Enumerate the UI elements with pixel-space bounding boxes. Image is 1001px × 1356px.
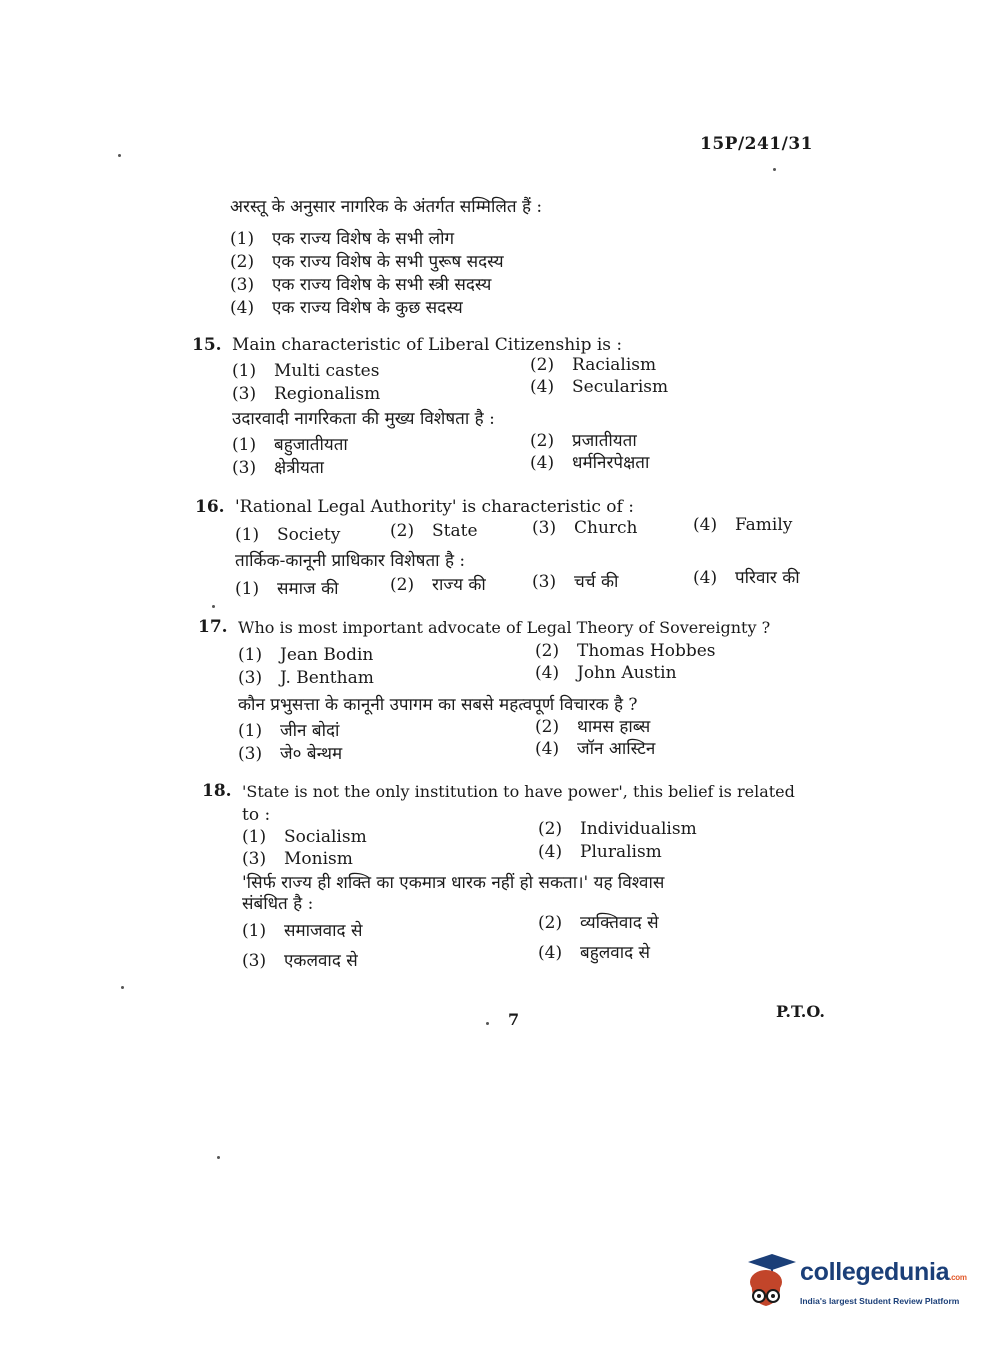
option: (2) व्यक्तिवाद से bbox=[538, 913, 659, 933]
question-17-stem-hi: कौन प्रभुसत्ता के कानूनी उपागम का सबसे महत्वपूर्ण विचारक है ? bbox=[238, 695, 638, 715]
option: (3) Regionalism bbox=[232, 384, 381, 404]
option: (1) बहुजातीयता bbox=[232, 435, 348, 455]
question-18-stem-en-line1: 'State is not the only institution to have power', this belief is related bbox=[242, 782, 795, 801]
question-17 bbox=[198, 616, 818, 764]
option: (2) राज्य की bbox=[390, 575, 486, 595]
option: (4) Secularism bbox=[530, 377, 669, 397]
question-15-stem-hi: उदारवादी नागरिकता की मुख्य विशेषता है : bbox=[232, 409, 495, 429]
logo-tagline: India's largest Student Review Platform bbox=[800, 1296, 960, 1306]
option: (4) धर्मनिरपेक्षता bbox=[530, 453, 650, 473]
question-16-stem-hi: तार्किक-कानूनी प्राधिकार विशेषता है : bbox=[235, 551, 466, 571]
option: (1) जीन बोदां bbox=[238, 721, 340, 741]
question-18-stem-en-line2: to : bbox=[242, 805, 271, 825]
option: (4) Pluralism bbox=[538, 842, 662, 862]
option: (3) चर्च की bbox=[532, 572, 619, 592]
mascot-icon bbox=[742, 1252, 798, 1316]
option: (3) J. Bentham bbox=[238, 668, 374, 688]
question-number: 15. bbox=[192, 335, 222, 355]
option: (1) Jean Bodin bbox=[238, 645, 374, 665]
option: (4) Family bbox=[693, 515, 793, 535]
option: (1) समाज की bbox=[235, 579, 339, 599]
question-17-stem-en: Who is most important advocate of Legal Theory of Sovereignty ? bbox=[238, 618, 771, 637]
option: (2) Thomas Hobbes bbox=[535, 641, 716, 661]
question-number: 18. bbox=[202, 781, 232, 801]
question-18 bbox=[202, 780, 832, 971]
option: (3) Monism bbox=[242, 849, 353, 869]
collegedunia-logo[interactable] bbox=[742, 1252, 972, 1316]
scan-speck bbox=[217, 1156, 220, 1159]
scan-speck bbox=[212, 605, 215, 608]
question-14-stem-hi: अरस्तू के अनुसार नागरिक के अंतर्गत सम्मिलित हैं : bbox=[230, 197, 543, 217]
option: (1) Socialism bbox=[242, 827, 367, 847]
question-14 bbox=[230, 196, 830, 318]
page-number: 7 bbox=[508, 1010, 520, 1029]
option: (4) एक राज्य विशेष के कुछ सदस्य bbox=[230, 298, 463, 318]
question-16 bbox=[195, 496, 825, 599]
logo-wordmark: collegedunia.com bbox=[800, 1258, 967, 1286]
option: (3) Church bbox=[532, 518, 638, 538]
question-15 bbox=[192, 334, 832, 478]
question-15-stem-en: Main characteristic of Liberal Citizenship is : bbox=[232, 335, 623, 355]
option: (1) समाजवाद से bbox=[242, 921, 363, 941]
scan-speck bbox=[773, 168, 776, 171]
option: (2) State bbox=[390, 521, 478, 541]
option: (4) जॉन आस्टिन bbox=[535, 739, 656, 759]
question-number: 17. bbox=[198, 617, 228, 637]
option: (4) John Austin bbox=[535, 663, 677, 683]
option: (3) जे० बेन्थम bbox=[238, 744, 343, 764]
option: (4) परिवार की bbox=[693, 568, 800, 588]
scan-speck bbox=[121, 986, 124, 989]
scan-speck bbox=[118, 154, 121, 157]
paper-code: 15P/241/31 bbox=[700, 134, 814, 154]
question-number: 16. bbox=[195, 497, 225, 517]
scan-speck bbox=[486, 1022, 489, 1025]
pto-label: P.T.O. bbox=[776, 1002, 825, 1021]
question-16-stem-en: 'Rational Legal Authority' is characteristic of : bbox=[235, 497, 634, 517]
question-18-stem-hi-line2: संबंधित है : bbox=[242, 894, 314, 914]
option: (4) बहुलवाद से bbox=[538, 943, 651, 963]
option: (1) Society bbox=[235, 525, 341, 545]
option: (1) एक राज्य विशेष के सभी लोग bbox=[230, 229, 455, 249]
option: (1) Multi castes bbox=[232, 361, 380, 381]
option: (3) एकलवाद से bbox=[242, 951, 358, 971]
option: (3) क्षेत्रीयता bbox=[232, 458, 324, 478]
option: (2) Individualism bbox=[538, 819, 697, 839]
option: (3) एक राज्य विशेष के सभी स्त्री सदस्य bbox=[230, 275, 492, 295]
option: (2) प्रजातीयता bbox=[530, 431, 637, 451]
question-18-stem-hi-line1: 'सिर्फ राज्य ही शक्ति का एकमात्र धारक नहीं हो सकता।' यह विश्वास bbox=[242, 873, 665, 893]
option: (2) एक राज्य विशेष के सभी पुरूष सदस्य bbox=[230, 252, 504, 272]
option: (2) Racialism bbox=[530, 355, 657, 375]
option: (2) थामस हाब्स bbox=[535, 717, 651, 737]
